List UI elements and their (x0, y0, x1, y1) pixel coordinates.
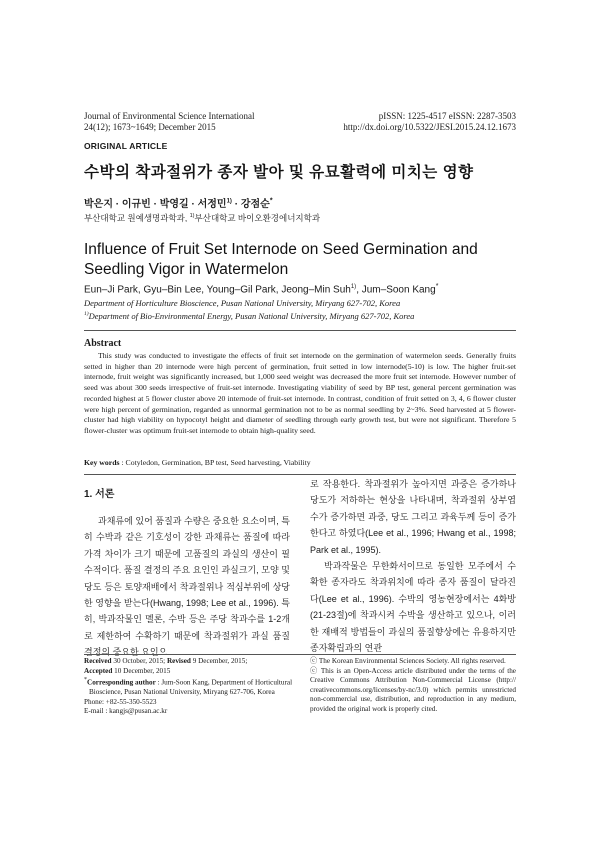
corresponding-line (84, 676, 296, 688)
abstract-top-rule (84, 330, 516, 331)
received-date: 30 October, 2015; (111, 657, 167, 665)
revised-label: Revised (166, 657, 191, 665)
intro-right-paragraph-1: 로 작용한다. 착과절위가 높아지면 과중은 증가하나 당도가 저하하는 현상을 나타내며, 착과절위 상부엽수가 증가하면 과중, 당도 그리고 과육두께 등이 증가한다고 하였다(Lee et al., 1996; Hwang et al., 1998; Park et al., 1995). (310, 479, 516, 555)
english-affiliations (84, 298, 414, 322)
korean-authors-part2: · 강점순 (231, 199, 270, 210)
journal-doi[interactable]: http://dx.doi.org/10.5322/JESI.2015.24.12.1673 (343, 122, 516, 132)
korean-affiliation-part2: 부산대학교 바이오환경에너지학과 (194, 213, 321, 223)
accepted-label: Accepted (84, 666, 113, 675)
revised-date: 9 December, 2015; (190, 657, 248, 665)
english-authors-sup1: 1) (350, 284, 357, 290)
intro-left-column: 과채류에 있어 품질과 수량은 중요한 요소이며, 특히 수박과 같은 기호성이 강한 과채류는 품질에 따라 가격 차이가 크기 때문에 고품질의 과실의 생산이 필수적이다. 품질 결정의 주요 요인인 과실크기, 모양 및 당도 등은 토양재배에서 착과절위나 적심부위에 상당한 영향을 받는다(Hwang, 1998; Lee et al., 1996). 특히, 박과작물인 멜론, 수박 등은 주당 착과수를 1-2개로 제한하여 수확하기 때문에 착과절위가 과실 품질 결정의 중요한 요인으 (84, 516, 290, 658)
english-authors (84, 283, 438, 295)
email[interactable]: E-mail : kangjs@pusan.ac.kr (84, 707, 168, 716)
journal-header-left (84, 111, 254, 133)
received-label: Received (84, 657, 112, 665)
phone: Phone: +82-55-350-5523 (84, 697, 157, 706)
korean-affiliation-sup: 1) (189, 213, 195, 220)
english-affiliation-2-sup: 1) (84, 311, 89, 317)
korean-affiliation (84, 212, 320, 224)
journal-citation: 24(12); 1673~1649; December 2015 (84, 122, 216, 132)
english-authors-part1: Eun–Ji Park, Gyu–Bin Lee, Young–Gil Park, Jeong–Min Suh (84, 284, 351, 296)
english-authors-part2: , Jum–Soon Kang (356, 284, 436, 296)
journal-issn: pISSN: 1225-4517 eISSN: 2287-3503 (378, 111, 516, 121)
korean-authors-part1: 박은지 · 이규빈 · 박영길 · 서정민 (84, 199, 227, 210)
received-line (84, 657, 296, 667)
keywords-label: Key words (84, 458, 120, 467)
korean-authors-sup1: 1) (226, 198, 232, 205)
intro-right-paragraph-2: 박과작물은 무한화서이므로 동일한 모주에서 수확한 종자라도 착과위치에 따라 종자 품질이 달라진다(Lee et al., 1996). 수박의 영농현장에서는 4화방(21-23절)에 착과시켜 수박을 생산하고 있으나, 이러한 재배적 방법들이 과실의 품질향상에는 유용하지만 종자확립과의 연관 (310, 561, 516, 654)
english-title: Influence of Fruit Set Internode on Seed Germination and Seedling Vigor in Watermelon (84, 241, 478, 278)
korean-affiliation-part1: 부산대학교 원예생명과학과, (84, 213, 190, 223)
abstract-bottom-rule (84, 474, 516, 475)
keywords (84, 458, 516, 467)
accepted-line (84, 667, 296, 677)
korean-authors-sup2: * (269, 197, 273, 205)
footnote-rule (84, 654, 516, 655)
keywords-list: : Cotyledon, Germination, BP test, Seed harvesting, Viability (119, 458, 311, 467)
intro-right-column (310, 476, 516, 656)
accepted-date: 10 December, 2015 (112, 666, 171, 675)
journal-name: Journal of Environmental Science International (84, 111, 255, 121)
footnote-left (84, 657, 296, 717)
footnote-right (310, 657, 516, 715)
copyright-notice: ⓒ The Korean Environmental Sciences Society. All rights reserved. (310, 657, 506, 665)
abstract-heading: Abstract (84, 338, 122, 349)
english-affiliation-1: Department of Horticulture Bioscience, Pusan National University, Miryang 627-702, Korea (84, 298, 401, 308)
abstract-text: This study was conducted to investigate the effects of fruit set internode on the germination of watermelon seeds. Generally fruits setted in higher than 20 internode were high percent of germination, fruit setted in low internode(5-10) is low. The higher fruit-set internode, fruit weight was significantly increased, but 1,000 seed weight was decreased the more fruit set internode. However number of seed was about 300 seeds irrespective of fruit-set internode. Investigating viability of seed by BP test, general percent germination was recorded highest at 5 flower cluster above 20 internode of fruit-set internode. In contrast, condition of fruit setted on 3, 4, 6 flower cluster were high percent of germination, regarded as unnormal germination not to be as normal seedling by 2~3%. Seed harvested at 5 flower-cluster had high viability on hypocotyl height and diameter of seedling through early growth test, but were not significant. Therefore 5 flower-cluster was optimum fruit-set internode to obtain high-quality seed. (84, 351, 516, 435)
intro-heading: 1. 서론 (84, 489, 115, 500)
english-affiliation-2-row (84, 309, 414, 322)
english-affiliation-2: Department of Bio-Environmental Energy, Pusan National University, Miryang 627-702, Korea (88, 310, 415, 321)
english-authors-sup2: * (435, 283, 439, 290)
corresponding-text: : Jum-Soon Kang, Department of Horticultural (155, 678, 293, 687)
article-type: ORIGINAL ARTICLE (84, 141, 168, 151)
corresponding-label: Corresponding author (87, 678, 156, 687)
corresponding-text-2: Bioscience, Pusan National University, Miryang 627-706, Korea (89, 688, 275, 697)
korean-title: 수박의 착과절위가 종자 발아 및 유묘활력에 미치는 영향 (84, 164, 474, 181)
license-notice: ⓒ This is an Open-Access article distributed under the terms of the Creative Commons Attribution Non-Commercial License (http:// creativecommons.org/licenses/by-nc/3.0) which permits unrestricted non-commercial use, distribution, and reproduction in any medium, provided the original work is properly cited. (310, 666, 516, 713)
journal-header-right (343, 111, 516, 133)
korean-authors (84, 195, 273, 210)
corresponding-sup: * (84, 677, 87, 684)
